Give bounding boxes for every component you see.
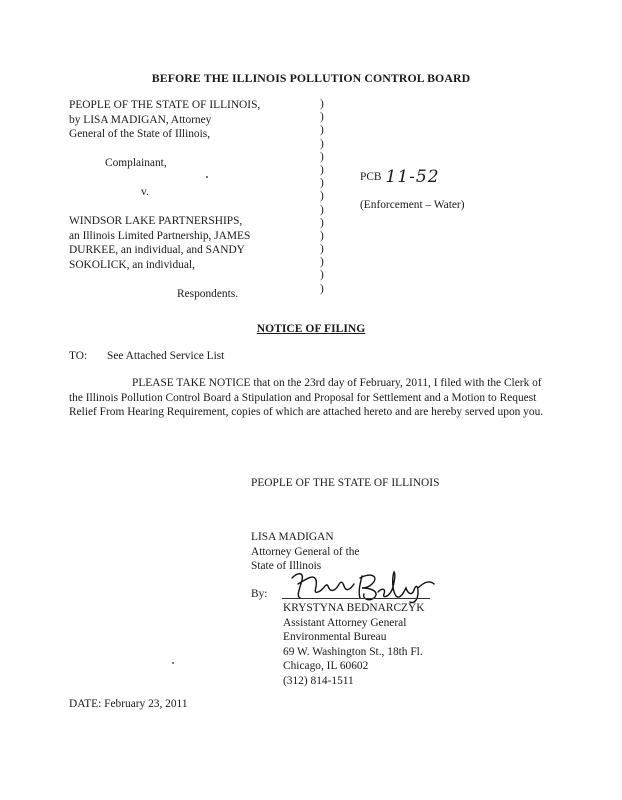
notice-title: NOTICE OF FILING: [256, 322, 366, 335]
to-label: TO:: [69, 350, 88, 362]
signature-party: PEOPLE OF THE STATE OF ILLINOIS: [251, 477, 440, 489]
caption-line: [69, 171, 260, 186]
caption-line: by LISA MADIGAN, Attorney: [69, 113, 212, 126]
attorney-line: State of Illinois: [251, 560, 322, 572]
versus-label: v.: [141, 186, 149, 198]
signer-name: KRYSTYNA BEDNARCZYK: [283, 602, 425, 614]
attorney-line: Attorney General of the: [251, 545, 360, 558]
caption-line: [69, 272, 260, 287]
signer-block: [283, 601, 424, 688]
caption-line: DURKEE, an individual, and SANDY: [69, 244, 245, 256]
signer-bureau: Environmental Bureau: [283, 631, 387, 643]
caption-bracket: ) ) ) ) ) ) ) ) ) ) ) ) ) ) ): [320, 98, 324, 295]
scan-speck: [172, 662, 174, 664]
to-line: [69, 349, 224, 364]
caption-line: WINDSOR LAKE PARTNERSHIPS,: [69, 215, 243, 227]
complainant-label: Complainant,: [105, 157, 167, 169]
date-line: DATE: February 23, 2011: [69, 698, 188, 710]
caption-line: General of the State of Illinois,: [69, 128, 211, 140]
caption-line: [69, 142, 260, 157]
case-type: (Enforcement – Water): [360, 199, 465, 211]
signer-address: 69 W. Washington St., 18th Fl.: [283, 645, 423, 658]
case-number-handwritten: 11-52: [385, 167, 440, 187]
notice-body: PLEASE TAKE NOTICE that on the 23rd day of February, 2011, I filed with the Clerk of the Illinois Pollution Control Board a Stipulation and Proposal for Settlement and a Motion to Request Relief From Hearing Requirement, copies of which are attached hereto and are hereby served upon you.: [69, 377, 544, 419]
respondents-label: Respondents.: [177, 287, 239, 300]
case-number: [360, 168, 440, 185]
to-value: See Attached Service List: [107, 350, 225, 362]
case-number-prefix: PCB: [360, 171, 382, 183]
caption-line: an Illinois Limited Partnership, JAMES: [69, 229, 251, 242]
caption-line: [69, 200, 260, 215]
signer-phone: (312) 814-1511: [283, 674, 354, 687]
signer-city: Chicago, IL 60602: [283, 660, 369, 672]
signer-title: Assistant Attorney General: [283, 616, 407, 629]
caption-line: PEOPLE OF THE STATE OF ILLINOIS,: [69, 99, 261, 111]
signature-line: [282, 598, 430, 599]
scan-speck: [206, 176, 208, 178]
board-title: BEFORE THE ILLINOIS POLLUTION CONTROL BOARD: [151, 71, 471, 85]
by-label: By:: [251, 588, 268, 600]
attorney-line: LISA MADIGAN: [251, 531, 334, 543]
caption-line: SOKOLICK, an individual,: [69, 258, 195, 271]
caption-parties: [69, 98, 260, 301]
